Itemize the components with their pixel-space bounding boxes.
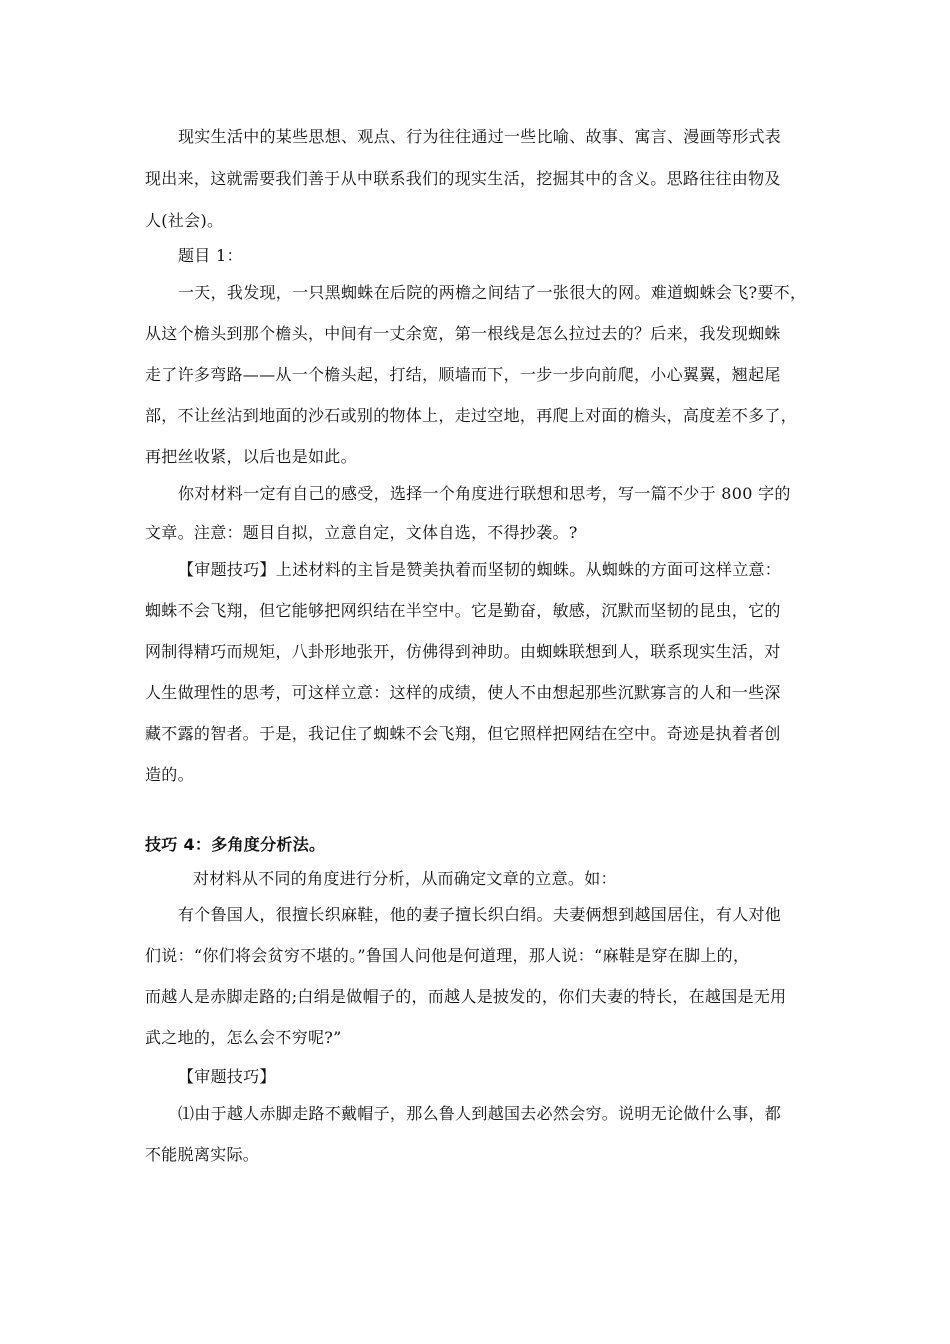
topic1-analysis-line: 人生做理性的思考，可这样立意：这样的成绩，使人不由想起那些沉默寡言的人和一些深 [145,683,781,702]
topic1-requirement-line: 你对材料一定有自己的感受，选择一个角度进行联想和思考，写一篇不少于 800 字的 [178,484,791,503]
topic1-material-line: 部，不让丝沾到地面的沙石或别的物体上，走过空地，再爬上对面的檐头，高度差不多了， [145,406,798,425]
topic1-material-line: 走了许多弯路——从一个檐头起，打结，顺墙而下，一步一步向前爬，小心翼翼，翘起尾 [145,365,781,384]
technique4-analysis-heading: 【审题技巧】 [178,1067,276,1086]
topic1-analysis-line: 【审题技巧】上述材料的主旨是赞美执着而坚韧的蜘蛛。从蜘蛛的方面可这样立意： [178,560,782,579]
intro-line-1: 现实生活中的某些思想、观点、行为往往通过一些比喻、故事、寓言、漫画等形式表 [178,127,782,146]
technique4-story-line: 有个鲁国人，很擅长织麻鞋，他的妻子擅长织白绢。夫妻俩想到越国居住，有人对他 [178,905,782,924]
technique4-point1-line: 不能脱离实际。 [145,1145,260,1164]
topic1-material-line: 一天，我发现，一只黑蜘蛛在后院的两檐之间结了一张很大的网。难道蜘蛛会飞?要不， [178,283,807,302]
topic1-analysis-line: 造的。 [145,765,194,784]
topic1-analysis-line: 蜘蛛不会飞翔，但它能够把网织结在半空中。它是勤奋，敏感，沉默而坚韧的昆虫，它的 [145,601,781,620]
topic1-material-line: 从这个檐头到那个檐头，中间有一丈余宽，第一根线是怎么拉过去的？后来，我发现蜘蛛 [145,324,781,343]
technique4-story-line: 们说：“你们将会贫穷不堪的。”鲁国人问他是何道理，那人说：“麻鞋是穿在脚上的， [145,946,750,965]
topic1-requirement-line: 文章。注意：题目自拟，立意自定，文体自选，不得抄袭。? [145,523,578,542]
topic1-heading: 题目 1： [178,246,243,265]
topic1-analysis-line: 藏不露的智者。于是，我记住了蜘蛛不会飞翔，但它照样把网结在空中。奇迹是执着者创 [145,724,781,743]
topic1-analysis-line: 网制得精巧而规矩，八卦形地张开，仿佛得到神助。由蜘蛛联想到人，联系现实生活，对 [145,642,781,661]
topic1-material-line: 再把丝收紧，以后也是如此。 [145,447,357,466]
technique4-title: 技巧 4：多角度分析法。 [145,835,326,854]
intro-line-2: 现出来，这就需要我们善于从中联系我们的现实生活，挖掘其中的含义。思路往往由物及 [145,169,781,188]
intro-line-3: 人(社会)。 [145,211,224,230]
technique4-story-line: 而越人是赤脚走路的;白绢是做帽子的，而越人是披发的，你们夫妻的特长，在越国是无用 [145,987,787,1006]
technique4-point1-line: ⑴由于越人赤脚走路不戴帽子，那么鲁人到越国去必然会穷。说明无论做什么事，都 [178,1104,782,1123]
technique4-description: 对材料从不同的角度进行分析，从而确定文章的立意。如： [193,869,617,888]
technique4-story-line: 武之地的，怎么会不穷呢?” [145,1028,342,1047]
